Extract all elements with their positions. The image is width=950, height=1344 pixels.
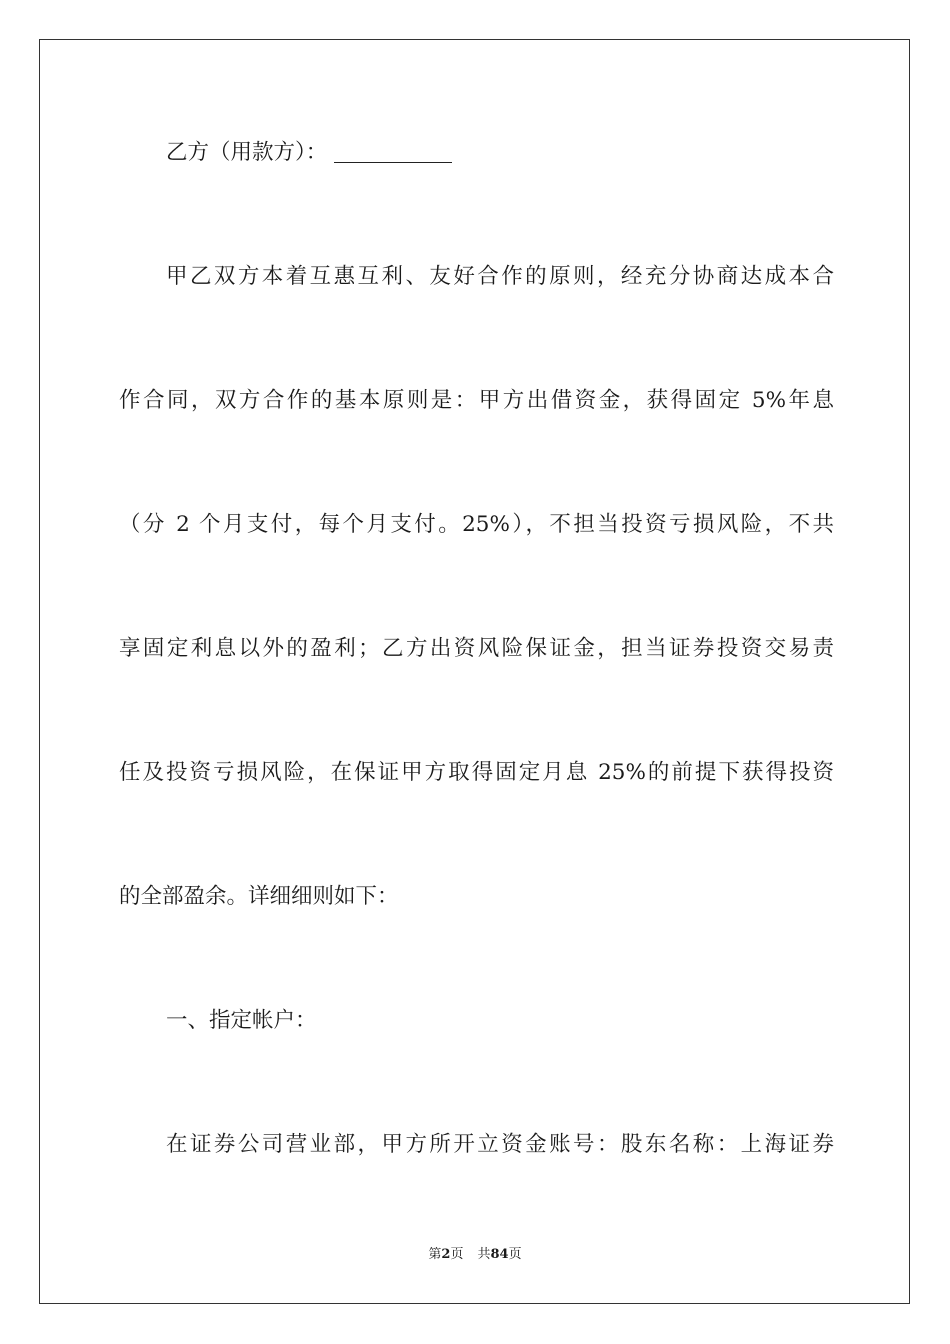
paragraph-line-1: 甲乙双方本着互惠互利、友好合作的原则，经充分协商达成本合 <box>166 264 834 289</box>
footer-page-number: 2 <box>441 1247 451 1262</box>
footer-page-prefix: 第 <box>428 1247 442 1262</box>
paragraph-line-6: 的全部盈余。详细细则如下： <box>119 884 399 909</box>
account-line: 在证券公司营业部，甲方所开立资金账号：股东名称：上海证券 <box>166 1132 834 1157</box>
footer-page-suffix: 页 <box>450 1247 464 1262</box>
paragraph-line-2: 作合同，双方合作的基本原则是：甲方出借资金，获得固定 5%年息 <box>119 388 834 413</box>
paragraph-line-4: 享固定利息以外的盈利；乙方出资风险保证金，担当证券投资交易责 <box>119 636 834 661</box>
party-b-line <box>166 138 881 168</box>
footer-total-suffix: 页 <box>508 1247 522 1262</box>
page-border <box>39 39 910 1304</box>
section-heading-one: 一、指定帐户： <box>166 1008 317 1033</box>
page-footer <box>0 1246 950 1264</box>
party-b-blank <box>334 138 452 163</box>
party-b-label: 乙方（用款方）： <box>166 140 328 165</box>
paragraph-line-5: 任及投资亏损风险，在保证甲方取得固定月息 25%的前提下获得投资 <box>119 760 834 785</box>
paragraph-line-3: （分 2 个月支付，每个月支付。25%），不担当投资亏损风险，不共 <box>119 512 834 537</box>
footer-total-prefix: 共 <box>477 1247 491 1262</box>
footer-total-pages: 84 <box>490 1247 509 1262</box>
